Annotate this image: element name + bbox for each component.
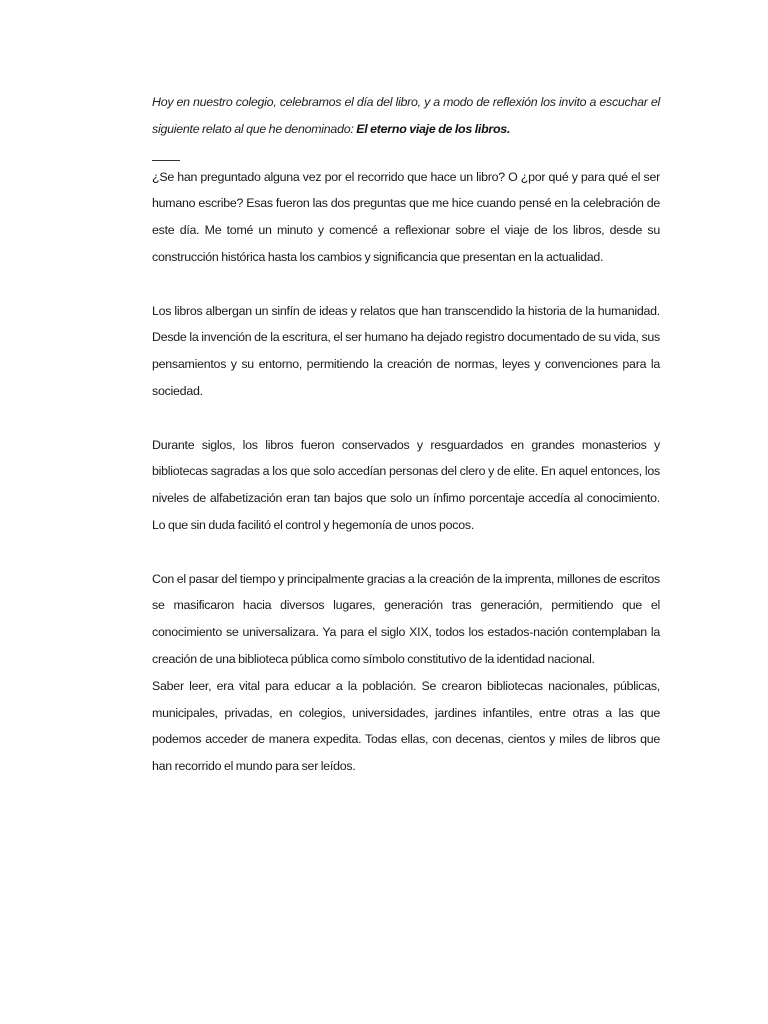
body-paragraph-3: Durante siglos, los libros fueron conservados y resguardados en grandes monasterios y bibliotecas sagradas a los que solo accedían personas del clero y de elite. En aquel entonces, los niveles de alfabetización eran tan bajos que solo un ínfimo porcentaje accedía al conocimiento. Lo que sin duda facilitó el control y hegemonía de unos pocos. xyxy=(152,437,660,532)
intro-paragraph xyxy=(152,89,660,143)
separator-line xyxy=(152,160,180,161)
body-paragraph-5: Saber leer, era vital para educar a la población. Se crearon bibliotecas nacionales, públicas, municipales, privadas, en colegios, universidades, jardines infantiles, entre otras a las que podemos acceder de manera expedita. Todas ellas, con decenas, cientos y miles de libros que han recorrido el mundo para ser leídos. xyxy=(152,678,660,774)
body-paragraph-4: Con el pasar del tiempo y principalmente gracias a la creación de la imprenta, millones de escritos se masificaron hacia diversos lugares, generación tras generación, permitiendo que el conocimiento se universalizara. Ya para el siglo XIX, todos los estados-nación contemplaban la creación de una biblioteca pública como símbolo constitutivo de la identidad nacional. xyxy=(152,571,660,666)
story-title: El eterno viaje de los libros. xyxy=(356,121,511,136)
document-body xyxy=(152,89,660,780)
body-paragraph-1: ¿Se han preguntado alguna vez por el recorrido que hace un libro? O ¿por qué y para qué el ser humano escribe? Esas fueron las dos preguntas que me hice cuando pensé en la celebración de este día. Me tomé un minuto y comencé a reflexionar sobre el viaje de los libros, desde su construcción histórica hasta los cambios y significancia que presentan en la actualidad. xyxy=(152,169,660,264)
body-paragraph-2: Los libros albergan un sinfín de ideas y relatos que han transcendido la historia de la humanidad. Desde la invención de la escritura, el ser humano ha dejado registro documentado de su vida, sus pensamientos y su entorno, permitiendo la creación de normas, leyes y convenciones para la sociedad. xyxy=(152,303,660,398)
paragraph-gap xyxy=(152,539,660,566)
intro-text: Hoy en nuestro colegio, celebramos el día del libro, y a modo de reflexión los invito a escuchar el siguiente relato al que he denominado: xyxy=(152,95,660,136)
paragraph-gap xyxy=(152,405,660,432)
paragraph-gap xyxy=(152,271,660,298)
